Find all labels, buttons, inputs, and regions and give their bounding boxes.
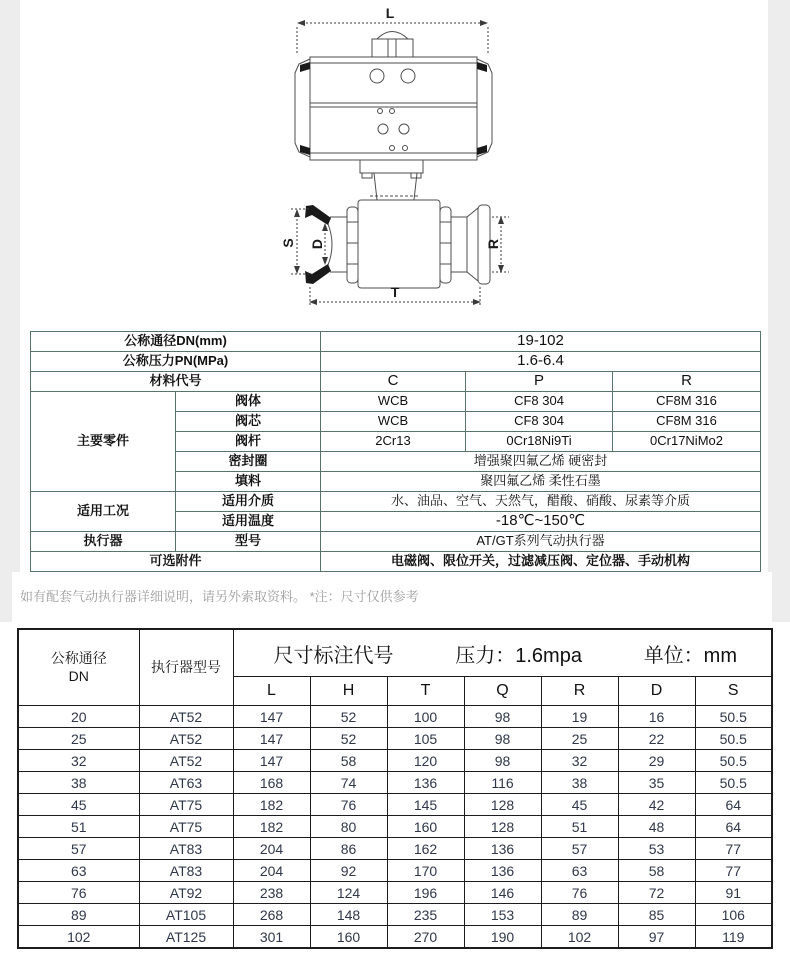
spec-label-condition: 适用工况 [31, 492, 176, 532]
spec-label-core: 阀芯 [176, 412, 321, 432]
body-material-p: CF8 304 [466, 392, 613, 412]
dim-cell: 204 [233, 860, 310, 882]
spec-row-accessories [31, 552, 761, 572]
note-text: 如有配套气动执行器详细说明，请另外索取资料。 *注：尺寸仅供参考 [20, 589, 419, 604]
dim-cell: 136 [464, 860, 541, 882]
dim-cell: 116 [464, 772, 541, 794]
table-row [18, 794, 772, 816]
dim-cell: 63 [541, 860, 618, 882]
actuator-endcap-right [477, 59, 492, 157]
dim-cell: 190 [464, 926, 541, 949]
left-bore-curve [328, 224, 332, 265]
dim-cell: 57 [541, 838, 618, 860]
dim-cell: 128 [464, 794, 541, 816]
dim-cell: 32 [541, 750, 618, 772]
dim-cell: 182 [233, 816, 310, 838]
dim-cell: 50.5 [695, 706, 772, 728]
body-bolts-right [440, 207, 451, 283]
spec-row-dn [31, 332, 761, 352]
dim-cell: 77 [695, 838, 772, 860]
dim-title: 尺寸标注代号 [273, 644, 394, 667]
dim-unit: 单位：mm [643, 644, 738, 667]
medium-value: 水、油品、空气、天然气，醋酸、硝酸、尿素等介质 [321, 492, 761, 512]
dim-col-D: D [618, 677, 695, 706]
dim-cell: 38 [541, 772, 618, 794]
dim-cell: 35 [618, 772, 695, 794]
seal-value: 增强聚四氟乙烯 硬密封 [321, 452, 761, 472]
dn-header-line1: 公称通径 [50, 650, 107, 666]
dim-cell: 22 [618, 728, 695, 750]
body-material-c: WCB [321, 392, 466, 412]
actuator-endcap-left [295, 59, 310, 157]
dim-cell: 105 [387, 728, 464, 750]
dim-cell: 89 [541, 904, 618, 926]
spec-row-medium [31, 492, 761, 512]
material-code-r: R [613, 372, 761, 392]
dim-cell: 76 [310, 794, 387, 816]
product-sheet-bottom-section [0, 622, 790, 962]
dim-cell: 168 [233, 772, 310, 794]
core-material-c: WCB [321, 412, 466, 432]
spec-value-pn: 1.6-6.4 [321, 352, 761, 372]
dim-cell: 147 [233, 750, 310, 772]
air-port-right [401, 69, 415, 83]
spec-label-pn: 公称压力PN(MPa) [31, 352, 321, 372]
core-material-p: CF8 304 [466, 412, 613, 432]
dim-cell: AT92 [139, 882, 233, 904]
dim-cell: 52 [310, 728, 387, 750]
dim-label-S: S [280, 238, 296, 248]
dim-cell: 50.5 [695, 750, 772, 772]
table-row [18, 926, 772, 949]
spec-label-main-parts: 主要零件 [31, 392, 176, 492]
dim-cell: 53 [618, 838, 695, 860]
spec-label-stem: 阀杆 [176, 432, 321, 452]
dim-cell: AT52 [139, 728, 233, 750]
table-row [18, 882, 772, 904]
dim-cell: 136 [387, 772, 464, 794]
dim-cell: AT83 [139, 838, 233, 860]
dim-cell: 64 [695, 794, 772, 816]
valve-drawing-svg [250, 0, 550, 330]
dim-cell: 124 [310, 882, 387, 904]
spec-label-body: 阀体 [176, 392, 321, 412]
note-strip [12, 572, 772, 622]
product-sheet-top-section [20, 0, 768, 572]
dim-col-L: L [233, 677, 310, 706]
dim-cell: 106 [695, 904, 772, 926]
dim-cell: 162 [387, 838, 464, 860]
dim-cell: AT52 [139, 706, 233, 728]
spec-row-body [31, 392, 761, 412]
actuator-model-value: AT/GT系列气动执行器 [321, 532, 761, 552]
dim-cell: 102 [541, 926, 618, 949]
dim-cell: 147 [233, 706, 310, 728]
dim-col-R: R [541, 677, 618, 706]
left-ferrule-flare-top [305, 205, 331, 225]
accessories-value: 电磁阀、限位开关，过滤减压阀、定位器、手动机构 [321, 552, 761, 572]
spec-row-material-code [31, 372, 761, 392]
dimension-table-body [18, 706, 772, 949]
dim-cell: 98 [464, 750, 541, 772]
technical-drawing [250, 0, 550, 330]
dim-cell: 182 [233, 794, 310, 816]
dim-cell: 48 [618, 816, 695, 838]
dim-cell: AT105 [139, 904, 233, 926]
dim-cell: 92 [310, 860, 387, 882]
dim-col-H: H [310, 677, 387, 706]
dim-cell: 25 [18, 728, 139, 750]
dim-col-Q: Q [464, 677, 541, 706]
dim-cell: 72 [618, 882, 695, 904]
spec-label-seal: 密封圈 [176, 452, 321, 472]
material-code-p: P [466, 372, 613, 392]
spec-label-temperature: 适用温度 [176, 512, 321, 532]
dim-cell: 58 [618, 860, 695, 882]
table-row [18, 706, 772, 728]
dim-cell: 204 [233, 838, 310, 860]
dim-col-actuator-header: 执行器型号 [139, 629, 233, 706]
dim-cell: 63 [18, 860, 139, 882]
temperature-value: -18℃~150℃ [321, 512, 761, 532]
dim-cell: 77 [695, 860, 772, 882]
dim-cell: 160 [310, 926, 387, 949]
mounting-flange [360, 160, 423, 173]
dim-header-row-1 [18, 629, 772, 677]
spec-row-pn [31, 352, 761, 372]
dim-cell: 160 [387, 816, 464, 838]
dim-cell: 98 [464, 706, 541, 728]
dim-cell: 51 [541, 816, 618, 838]
table-row [18, 728, 772, 750]
dim-cell: AT63 [139, 772, 233, 794]
dim-cell: 16 [618, 706, 695, 728]
core-material-r: CF8M 316 [613, 412, 761, 432]
dim-cell: 100 [387, 706, 464, 728]
spec-table [30, 331, 761, 572]
dim-cell: 25 [541, 728, 618, 750]
dim-cell: 270 [387, 926, 464, 949]
dim-cell: 45 [541, 794, 618, 816]
stem-material-r: 0Cr17NiMo2 [613, 432, 761, 452]
dim-merged-header [233, 629, 772, 677]
dim-cell: 80 [310, 816, 387, 838]
stem-material-p: 0Cr18Ni9Ti [466, 432, 613, 452]
body-bolts-left [347, 207, 358, 283]
dim-cell: 136 [464, 838, 541, 860]
table-row [18, 838, 772, 860]
dim-label-R: R [485, 238, 501, 250]
dim-cell: 19 [541, 706, 618, 728]
dim-cell: 170 [387, 860, 464, 882]
spec-value-dn: 19-102 [321, 332, 761, 352]
dim-label-T: T [390, 284, 400, 300]
table-row [18, 816, 772, 838]
dim-cell: 52 [310, 706, 387, 728]
dim-cell: 119 [695, 926, 772, 949]
dim-col-dn-header [18, 629, 139, 706]
valve-body [358, 200, 440, 288]
table-row [18, 750, 772, 772]
dim-cell: 98 [464, 728, 541, 750]
dim-cell: 45 [18, 794, 139, 816]
dim-cell: 86 [310, 838, 387, 860]
dim-cell: AT52 [139, 750, 233, 772]
spec-label-packing: 填料 [176, 472, 321, 492]
dim-cell: 145 [387, 794, 464, 816]
dim-cell: 74 [310, 772, 387, 794]
dim-cell: 50.5 [695, 772, 772, 794]
dim-cell: 89 [18, 904, 139, 926]
material-code-c: C [321, 372, 466, 392]
dim-cell: 50.5 [695, 728, 772, 750]
dn-header-line2: DN [68, 667, 89, 684]
dim-cell: AT75 [139, 816, 233, 838]
spec-label-accessories: 可选附件 [31, 552, 321, 572]
dim-cell: AT83 [139, 860, 233, 882]
dim-cell: 301 [233, 926, 310, 949]
dim-cell: 148 [310, 904, 387, 926]
dim-cell: AT125 [139, 926, 233, 949]
body-material-r: CF8M 316 [613, 392, 761, 412]
packing-value: 聚四氟乙烯 柔性石墨 [321, 472, 761, 492]
dim-cell: 102 [18, 926, 139, 949]
dim-cell: 32 [18, 750, 139, 772]
dim-cell: 238 [233, 882, 310, 904]
dim-label-D: D [309, 238, 325, 250]
spec-label-model: 型号 [176, 532, 321, 552]
spec-label-dn: 公称通径DN(mm) [31, 332, 321, 352]
dim-col-S: S [695, 677, 772, 706]
dim-col-T: T [387, 677, 464, 706]
dim-label-L: L [385, 5, 395, 21]
dim-cell: 120 [387, 750, 464, 772]
dim-cell: 51 [18, 816, 139, 838]
dim-cell: 20 [18, 706, 139, 728]
dim-cell: 76 [541, 882, 618, 904]
dim-cell: 268 [233, 904, 310, 926]
dim-cell: 58 [310, 750, 387, 772]
spec-label-material-code: 材料代号 [31, 372, 321, 392]
dim-cell: 85 [618, 904, 695, 926]
table-row [18, 860, 772, 882]
dim-cell: 235 [387, 904, 464, 926]
dim-cell: 38 [18, 772, 139, 794]
dim-cell: 29 [618, 750, 695, 772]
dim-cell: 147 [233, 728, 310, 750]
air-fitting-dome [377, 32, 408, 40]
dim-pressure: 压力：1.6mpa [455, 644, 582, 667]
dimension-table [17, 628, 773, 949]
spec-row-actuator [31, 532, 761, 552]
spec-label-medium: 适用介质 [176, 492, 321, 512]
dim-cell: 57 [18, 838, 139, 860]
dim-cell: 196 [387, 882, 464, 904]
dim-cell: 97 [618, 926, 695, 949]
air-port-left [370, 69, 384, 83]
dim-cell: 153 [464, 904, 541, 926]
dim-cell: 64 [695, 816, 772, 838]
dim-cell: 128 [464, 816, 541, 838]
dim-cell: 91 [695, 882, 772, 904]
dim-cell: 42 [618, 794, 695, 816]
dim-cell: 76 [18, 882, 139, 904]
table-row [18, 904, 772, 926]
air-fitting-body [372, 39, 413, 57]
dim-cell: 146 [464, 882, 541, 904]
table-row [18, 772, 772, 794]
stem-material-c: 2Cr13 [321, 432, 466, 452]
dim-cell: AT75 [139, 794, 233, 816]
spec-label-actuator: 执行器 [31, 532, 176, 552]
